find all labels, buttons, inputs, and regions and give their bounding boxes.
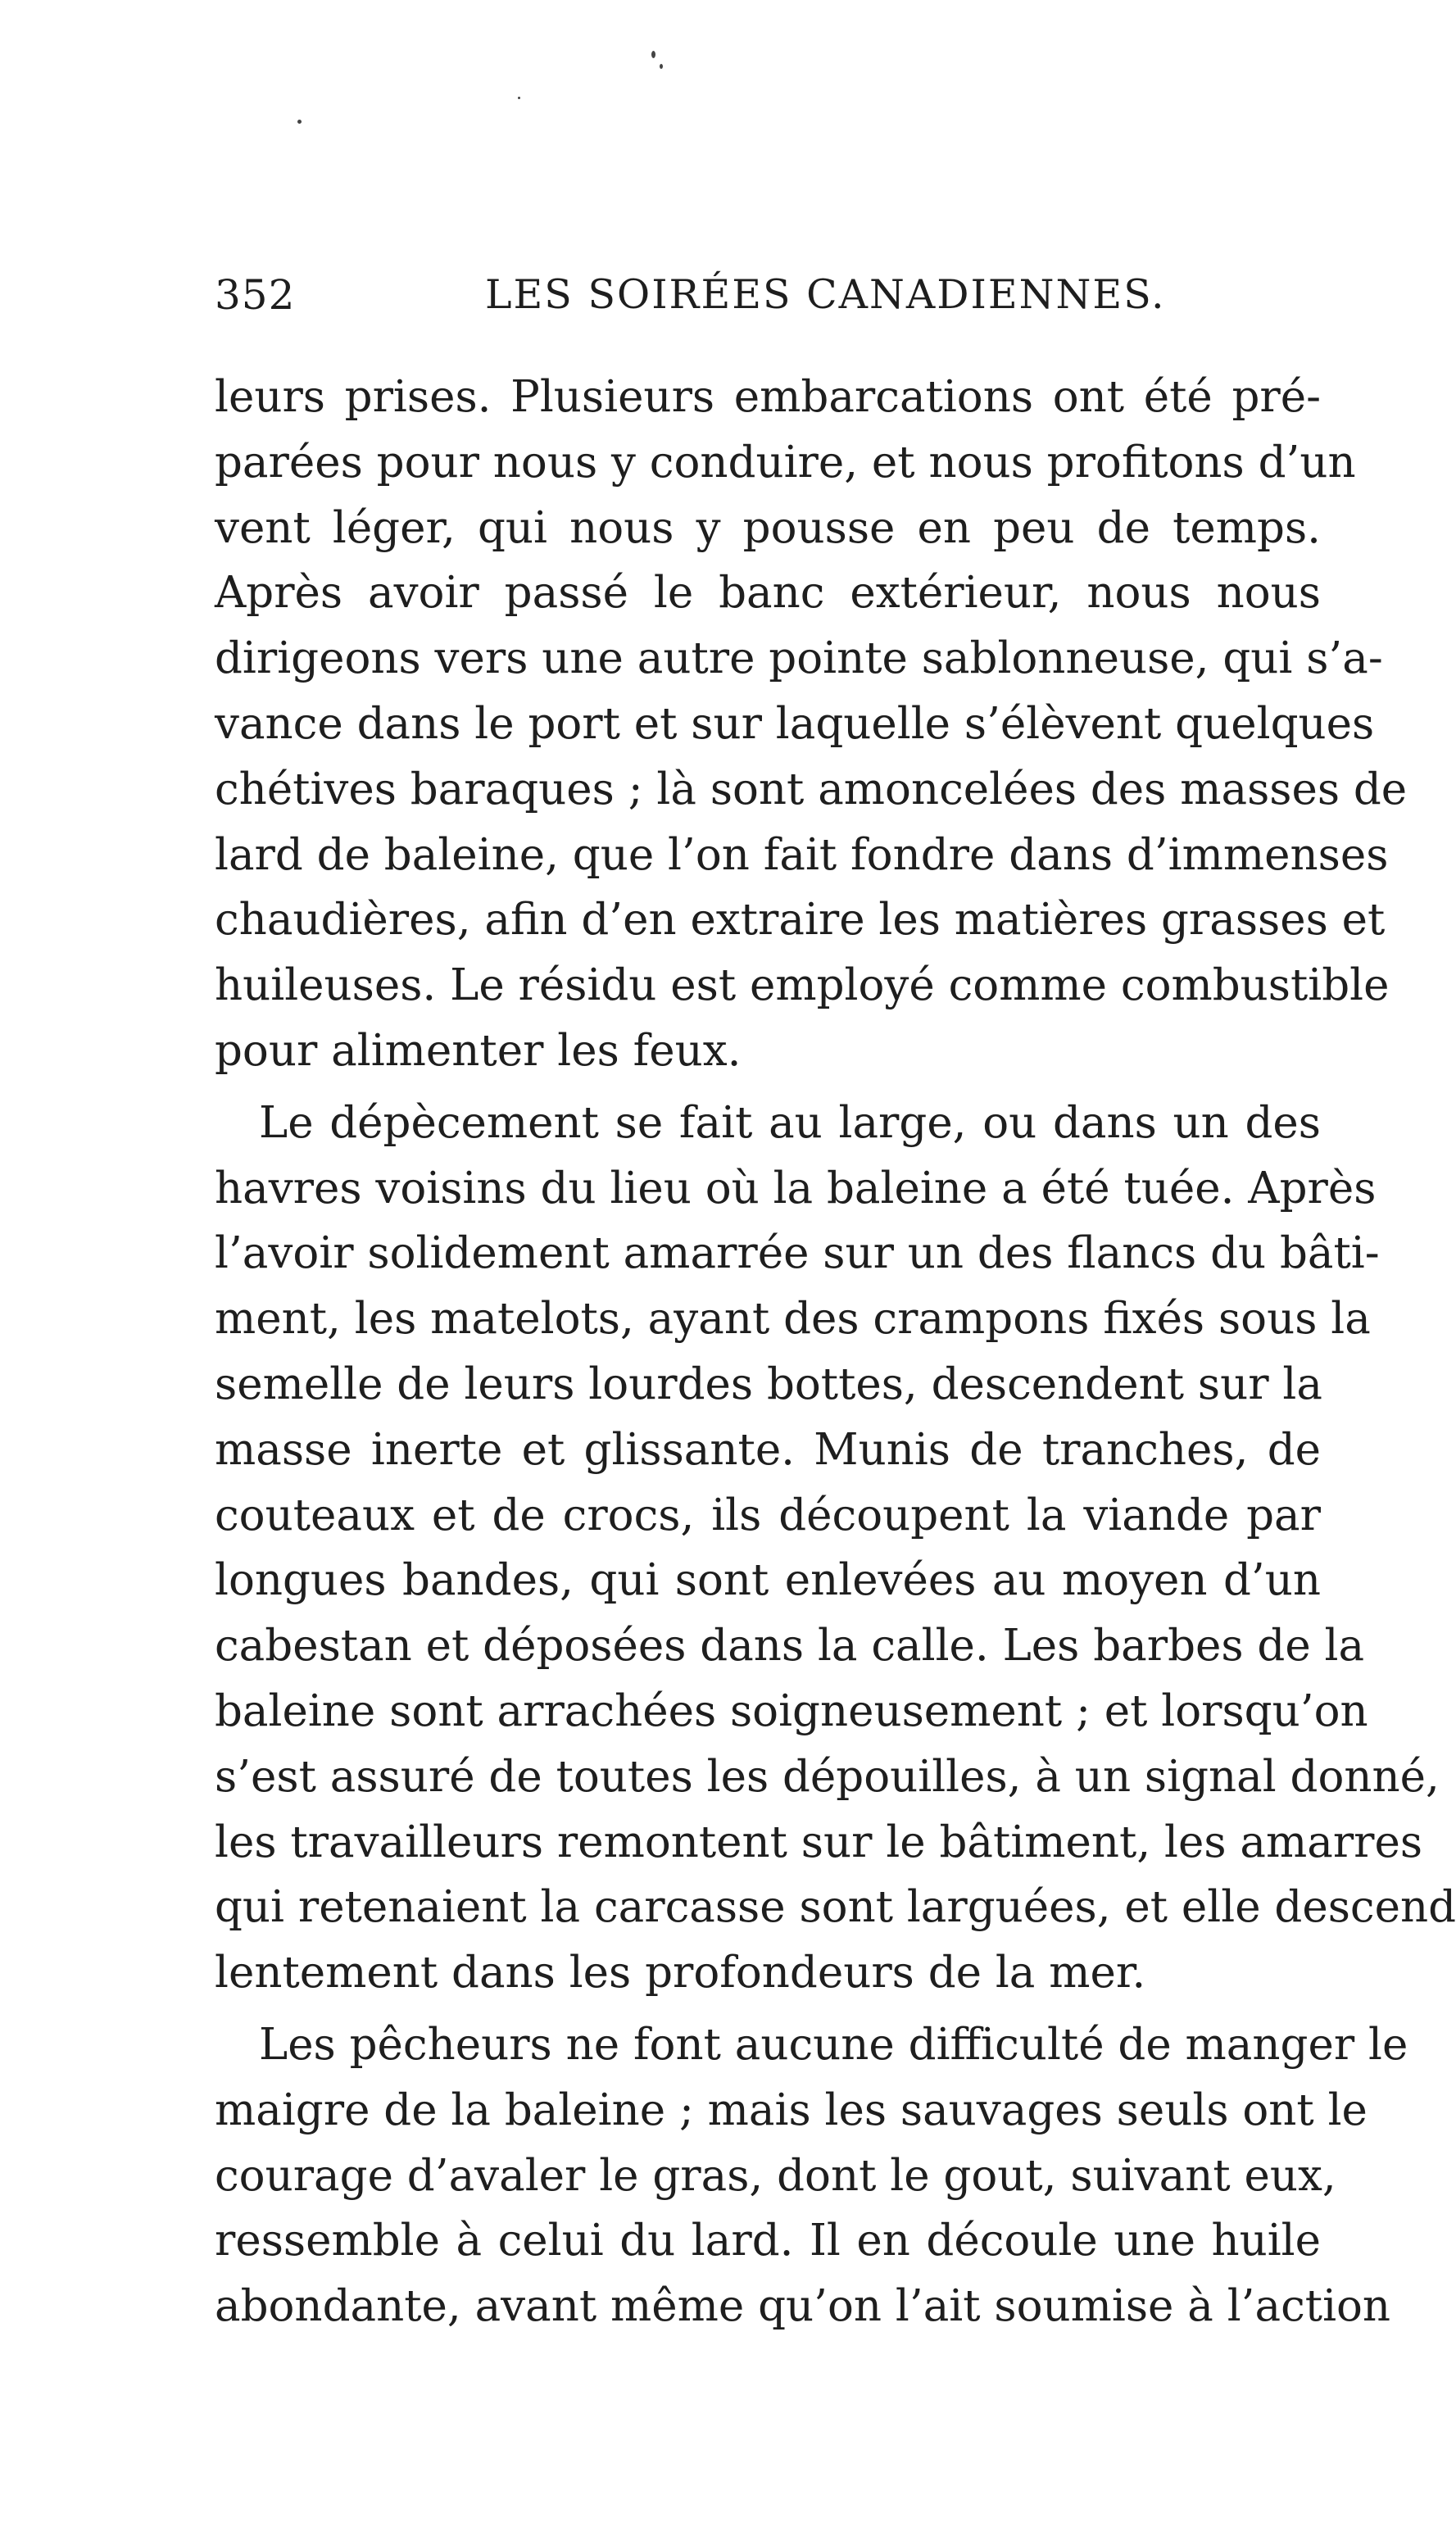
page-number: 352 bbox=[215, 271, 296, 319]
text-line: leurs prises. Plusieurs embarcations ont été pré- bbox=[215, 372, 1321, 422]
paragraph-3 bbox=[215, 2012, 1408, 2339]
text-line: chétives baraques ; là sont amoncelées des masses de bbox=[215, 764, 1408, 814]
body-text bbox=[215, 365, 1456, 2339]
running-title: LES SOIRÉES CANADIENNES. bbox=[485, 271, 1166, 318]
text-line: cabestan et déposées dans la calle. Les barbes de la bbox=[215, 1621, 1365, 1672]
scan-speck bbox=[651, 51, 655, 58]
text-line: longues bandes, qui sont enlevées au moyen d’un bbox=[215, 1555, 1321, 1606]
text-line: couteaux et de crocs, ils découpent la viande par bbox=[215, 1490, 1321, 1540]
paragraph-1 bbox=[215, 365, 1408, 1084]
text-line: vent léger, qui nous y pousse en peu de temps. bbox=[215, 502, 1321, 553]
text-line: masse inerte et glissante. Munis de tranches, de bbox=[215, 1424, 1321, 1475]
text-line: chaudières, afin d’en extraire les matières grasses et bbox=[215, 895, 1386, 946]
text-line: vance dans le port et sur laquelle s’élèvent quelques bbox=[215, 698, 1375, 749]
text-line: qui retenaient la carcasse sont larguées, et elle descend bbox=[215, 1882, 1456, 1933]
text-line: s’est assuré de toutes les dépouilles, à un signal donné, bbox=[215, 1751, 1440, 1802]
text-line: lard de baleine, que l’on fait fondre dans d’immenses bbox=[215, 829, 1389, 880]
paragraph-2 bbox=[215, 1091, 1456, 2006]
scan-speck bbox=[518, 97, 520, 99]
text-line: Les pêcheurs ne font aucune difficulté de manger le bbox=[259, 2019, 1408, 2070]
page-header bbox=[215, 262, 1321, 328]
text-line: pour alimenter les feux. bbox=[215, 1025, 742, 1076]
text-line: maigre de la baleine ; mais les sauvages seuls ont le bbox=[215, 2085, 1368, 2135]
text-line: lentement dans les profondeurs de la mer. bbox=[215, 1948, 1146, 1998]
scan-speck bbox=[297, 120, 302, 124]
text-line: huileuses. Le résidu est employé comme combustible bbox=[215, 960, 1390, 1011]
text-line: parées pour nous y conduire, et nous profitons d’un bbox=[215, 437, 1356, 488]
text-line: baleine sont arrachées soigneusement ; et lorsqu’on bbox=[215, 1685, 1368, 1736]
text-line: Après avoir passé le banc extérieur, nous nous bbox=[215, 568, 1321, 619]
text-line: Le dépècement se fait au large, ou dans un des bbox=[259, 1097, 1321, 1148]
text-line: ressemble à celui du lard. Il en découle une huile bbox=[215, 2216, 1321, 2266]
text-line: l’avoir solidement amarrée sur un des flancs du bâti- bbox=[215, 1228, 1380, 1279]
text-line: abondante, avant même qu’on l’ait soumise à l’action bbox=[215, 2281, 1391, 2332]
text-line: havres voisins du lieu où la baleine a été tuée. Après bbox=[215, 1163, 1377, 1214]
scan-speck bbox=[660, 64, 663, 69]
text-line: courage d’avaler le gras, dont le gout, suivant eux, bbox=[215, 2150, 1336, 2201]
text-line: les travailleurs remontent sur le bâtiment, les amarres bbox=[215, 1817, 1423, 1867]
text-line: dirigeons vers une autre pointe sablonneuse, qui s’a- bbox=[215, 633, 1383, 684]
text-line: semelle de leurs lourdes bottes, descendent sur la bbox=[215, 1359, 1322, 1409]
text-line: ment, les matelots, ayant des crampons fixés sous la bbox=[215, 1294, 1371, 1345]
